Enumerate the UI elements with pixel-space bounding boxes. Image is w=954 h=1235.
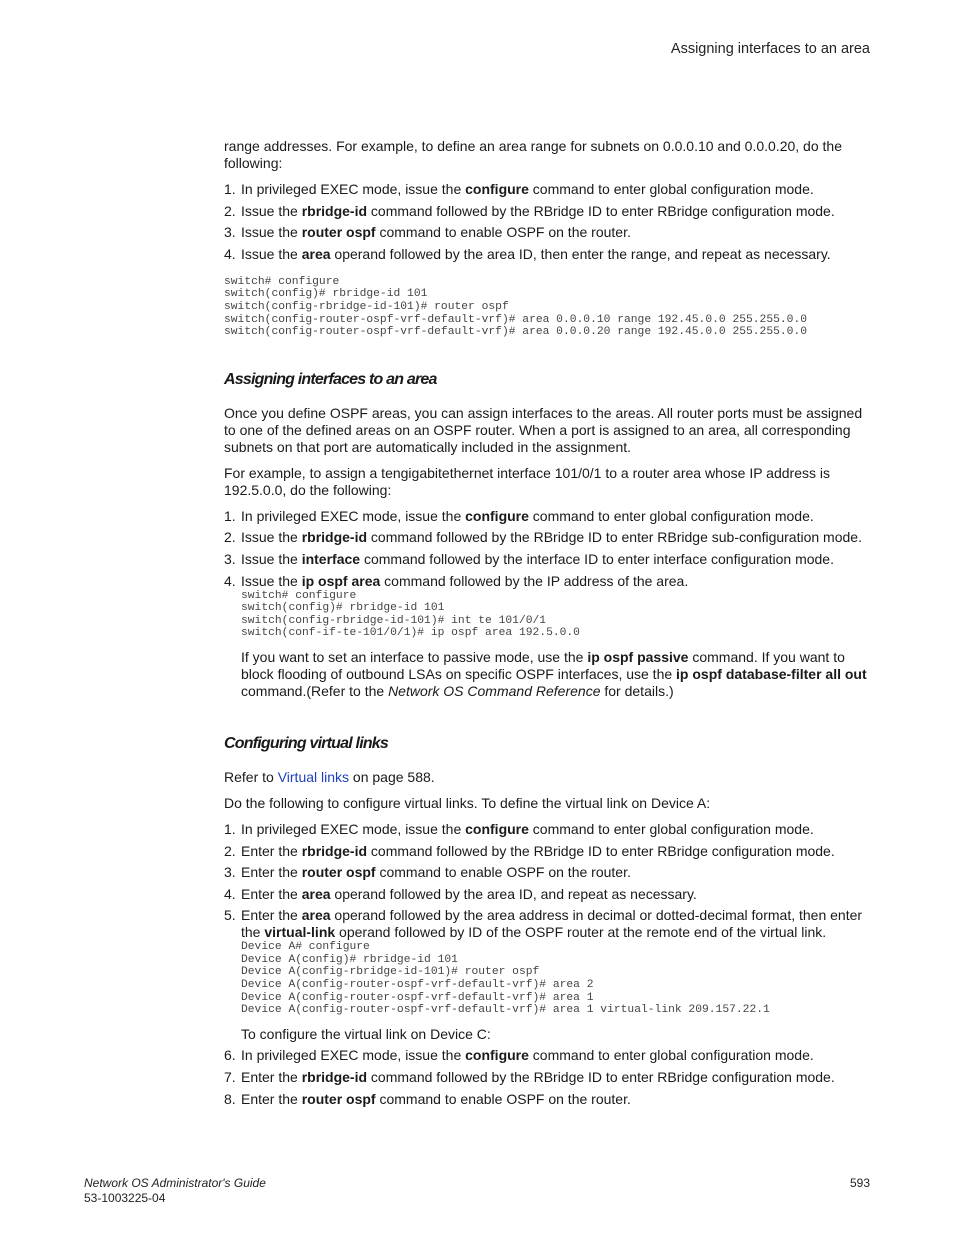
list-item (224, 843, 872, 860)
steps-list-range (224, 181, 872, 263)
step-number: 7. (224, 1069, 236, 1086)
step-text: command followed by the RBridge ID to enter RBridge configuration mode. (367, 842, 835, 859)
step-text: command followed by the RBridge ID to enter RBridge sub-configuration mode. (367, 529, 862, 546)
step-number: 4. (224, 885, 236, 902)
footer-doc-title: Network OS Administrator's Guide (84, 1176, 266, 1190)
list-item (224, 203, 872, 220)
step-text: command to enable OSPF on the router. (375, 1090, 631, 1107)
step-number: 2. (224, 202, 236, 219)
step-number: 4. (224, 245, 236, 262)
code-line: Device A(config-rbridge-id-101)# router ospf (241, 966, 540, 979)
step-text: Issue the (241, 529, 302, 546)
step-number: 8. (224, 1090, 236, 1107)
list-item (224, 246, 872, 263)
list-item (224, 508, 872, 525)
section-heading: Assigning interfaces to an area (224, 370, 437, 388)
code-line: switch(config-router-ospf-vrf-default-vrf)# area 0.0.0.10 range 192.45.0.0 255.255.0.0 (224, 313, 808, 326)
step-text: command to enter global configuration mode. (528, 181, 814, 197)
step-number: 3. (224, 224, 236, 241)
code-line: switch(config-router-ospf-vrf-default-vrf)# area 0.0.0.20 range 192.45.0.0 255.255.0.0 (224, 326, 808, 339)
device-c-paragraph: To configure the virtual link on Device C: (241, 1025, 491, 1042)
footer-left (84, 1176, 266, 1206)
step-text: command to enter global configuration mode. (528, 507, 814, 524)
steps-list-interfaces (224, 508, 872, 700)
list-item (224, 907, 872, 1043)
list-item (224, 886, 872, 903)
step-text: command followed by the interface ID to enter interface configuration mode. (360, 550, 834, 567)
code-line: switch# configure (241, 589, 357, 602)
note-text: command.(Refer to the (241, 682, 389, 699)
code-block-virtual-link (241, 941, 872, 1017)
steps-list-virtual-links (224, 821, 872, 1108)
code-line: Device A(config-router-ospf-vrf-default-vrf)# area 1 virtual-link 209.157.22.1 (241, 1004, 770, 1017)
step-number: 1. (224, 507, 236, 524)
list-item (224, 181, 872, 198)
code-line: Device A(config-router-ospf-vrf-default-vrf)# area 1 (241, 991, 594, 1004)
step-number: 3. (224, 550, 236, 567)
list-item (224, 551, 872, 568)
command-keyword: configure (465, 507, 529, 524)
step-text: In privileged EXEC mode, issue the (241, 1047, 466, 1064)
step-text: operand followed by the area address in decimal or dotted-decimal format, then enter the (241, 907, 863, 941)
command-keyword: rbridge-id (301, 529, 368, 546)
ref-text: on page 588. (349, 768, 435, 785)
command-keyword: router ospf (301, 1090, 376, 1107)
command-keyword: interface (301, 550, 361, 567)
command-keyword: area (301, 245, 331, 262)
step-text: In privileged EXEC mode, issue the (241, 507, 466, 524)
code-line: switch(config-rbridge-id-101)# int te 101/0/1 (241, 614, 547, 627)
command-keyword: router ospf (301, 864, 376, 881)
step-number: 5. (224, 907, 236, 924)
step-text: Enter the (241, 907, 302, 924)
step-text: Issue the (241, 550, 302, 567)
step-text: operand followed by the area ID, and repeat as necessary. (330, 885, 697, 902)
step-text: command followed by the IP address of the area. (380, 572, 689, 589)
step-text: Enter the (241, 864, 302, 881)
running-head: Assigning interfaces to an area (670, 41, 870, 57)
section-heading: Configuring virtual links (224, 734, 389, 752)
intro-paragraph: range addresses. For example, to define an area range for subnets on 0.0.0.10 and 0.0.0.20, do the following: (224, 138, 842, 171)
code-line: switch(config-rbridge-id-101)# router ospf (224, 300, 509, 313)
list-item (224, 1047, 872, 1064)
step-text: Enter the (241, 1090, 302, 1107)
list-item (224, 573, 872, 700)
command-keyword: configure (465, 181, 529, 197)
step-text: In privileged EXEC mode, issue the (241, 820, 466, 837)
step-text: command followed by the RBridge ID to enter RBridge configuration mode. (367, 1069, 835, 1086)
code-line: switch(config)# rbridge-id 101 (241, 602, 445, 615)
list-item (224, 529, 872, 546)
step-number: 6. (224, 1047, 236, 1064)
command-keyword: ip ospf passive (587, 648, 689, 665)
page-content (224, 138, 872, 1117)
note-text: for details.) (600, 682, 674, 699)
reference-paragraph (224, 769, 872, 786)
note-text: command. If you want to block flooding of outbound LSAs on specific OSPF interfaces, use the (241, 648, 845, 682)
step-text: Issue the (241, 245, 302, 262)
body-paragraph: For example, to assign a tengigabitethernet interface 101/0/1 to a router area whose IP address is 192.5.0.0, do the following: (224, 464, 830, 498)
step-text: Issue the (241, 202, 302, 219)
step-number: 2. (224, 842, 236, 859)
code-line: switch(conf-if-te-101/0/1)# ip ospf area 192.5.0.0 (241, 627, 580, 640)
body-paragraph: Do the following to configure virtual links. To define the virtual link on Device A: (224, 794, 711, 811)
step-text: In privileged EXEC mode, issue the (241, 181, 466, 197)
code-block-area-range (224, 276, 872, 339)
footer-doc-number: 53-1003225-04 (84, 1191, 166, 1205)
step-text: operand followed by ID of the OSPF router at the remote end of the virtual link. (335, 924, 827, 941)
step-number: 1. (224, 820, 236, 837)
step-text: command to enter global configuration mode. (528, 820, 814, 837)
code-line: switch(config)# rbridge-id 101 (224, 288, 428, 301)
command-keyword: router ospf (301, 224, 376, 241)
step-text: Enter the (241, 1069, 302, 1086)
step-text: Enter the (241, 885, 302, 902)
list-item (224, 1091, 872, 1108)
command-keyword: rbridge-id (301, 1069, 368, 1086)
footer-page-number: 593 (849, 1176, 870, 1190)
step-text: command to enable OSPF on the router. (375, 224, 631, 241)
command-keyword: area (301, 885, 331, 902)
list-item (224, 224, 872, 241)
command-keyword: ip ospf database-filter all out (676, 665, 867, 682)
body-paragraph: Once you define OSPF areas, you can assign interfaces to the areas. All router ports must be assigned to one of the defined areas on an OSPF router. When a port is assigned to an area, all corresponding subnets on that port are automatically included in the assignment. (224, 404, 863, 455)
list-item (224, 864, 872, 881)
list-item (224, 821, 872, 838)
note-paragraph (241, 649, 872, 700)
code-line: Device A(config)# rbridge-id 101 (241, 953, 458, 966)
command-keyword: rbridge-id (301, 842, 368, 859)
command-keyword: configure (465, 1047, 529, 1064)
step-text: command followed by the RBridge ID to enter RBridge configuration mode. (367, 202, 835, 219)
code-block-interface (241, 590, 872, 640)
note-text: If you want to set an interface to passive mode, use the (241, 648, 588, 665)
step-text: command to enable OSPF on the router. (375, 864, 631, 881)
reference-title: Network OS Command Reference (388, 682, 601, 699)
step-number: 2. (224, 529, 236, 546)
command-keyword: rbridge-id (301, 202, 368, 219)
step-text: Issue the (241, 572, 302, 589)
code-line: Device A(config-router-ospf-vrf-default-vrf)# area 2 (241, 979, 594, 992)
command-keyword: virtual-link (264, 924, 336, 941)
step-number: 4. (224, 572, 236, 589)
command-keyword: configure (465, 820, 529, 837)
command-keyword: ip ospf area (301, 572, 381, 589)
command-keyword: area (301, 907, 331, 924)
code-line: Device A# configure (241, 941, 370, 954)
step-text: Issue the (241, 224, 302, 241)
ref-text: Refer to (224, 768, 278, 785)
list-item (224, 1069, 872, 1086)
step-number: 1. (224, 181, 236, 197)
step-number: 3. (224, 864, 236, 881)
step-text: command to enter global configuration mode. (528, 1047, 814, 1064)
step-text: operand followed by the area ID, then enter the range, and repeat as necessary. (330, 245, 831, 262)
code-line: switch# configure (224, 275, 340, 288)
step-text: Enter the (241, 842, 302, 859)
virtual-links-link[interactable]: Virtual links (277, 768, 350, 785)
